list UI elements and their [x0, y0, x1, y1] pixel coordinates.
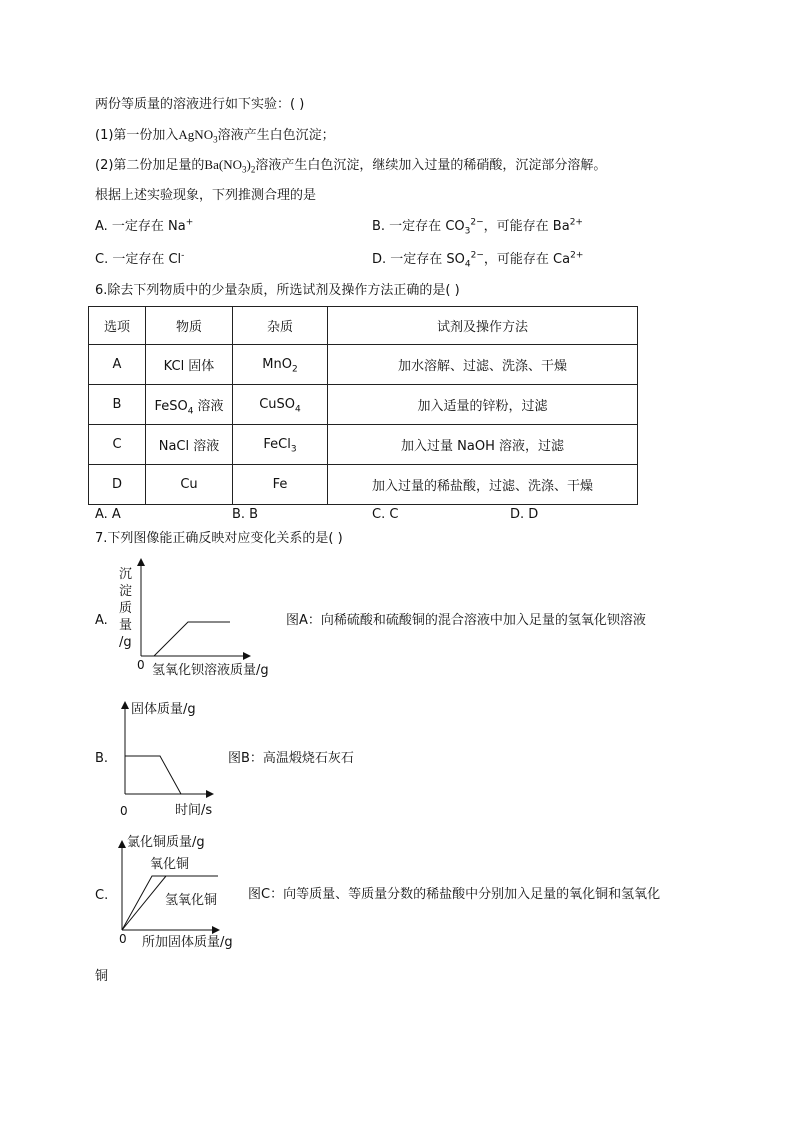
graph-a-ylabel-char: 淀	[119, 584, 133, 599]
impurity-subscript: 2	[291, 364, 298, 375]
formula-agno3: AgNO$_3$	[178, 127, 218, 145]
q5-lead: 根据上述实验现象，下列推测合理的是	[95, 188, 317, 203]
q5-option-d-text2: ，可能存在 Ca	[483, 252, 571, 267]
q5-step2	[95, 156, 606, 175]
graph-a-ylabel	[119, 566, 137, 651]
graph-a-x-arrow	[243, 652, 251, 660]
cell-method: 加入过量 NaOH 溶液，过滤	[328, 425, 638, 465]
graph-b-x-arrow	[206, 790, 214, 798]
q5-option-a[interactable]: A. 一定存在 Na+	[95, 217, 194, 234]
substance-suffix: 溶液	[193, 399, 224, 414]
cell-impurity: Fe	[233, 465, 328, 505]
table-row	[89, 465, 638, 505]
cell-substance: NaCl 溶液	[146, 425, 233, 465]
impurity-subscript: 3	[290, 444, 297, 455]
q7-question: 7.下列图像能正确反映对应变化关系的是( )	[95, 531, 343, 546]
q5-step1-a: (1)第一份加入	[95, 128, 179, 143]
graph-c-curve-copper-hydroxide	[122, 876, 166, 930]
graph-b-y-arrow	[121, 701, 129, 709]
impurity-formula: CuSO	[259, 397, 296, 412]
q5-option-b-text2: ，可能存在 Ba	[483, 219, 570, 234]
q5-option-a-text: A. 一定存在 Na	[95, 219, 186, 234]
graph-a-xlabel: 氢氧化钡溶液质量/g	[152, 663, 269, 678]
table-row	[89, 345, 638, 385]
q5-option-d[interactable]: D. 一定存在 $SO_4^{2-}$，可能存在 $Ca^{2+}$	[372, 250, 584, 270]
q5-option-c-text: C. 一定存在 Cl	[95, 252, 182, 267]
graph-b-ylabel: 固体质量/g	[131, 702, 196, 717]
graph-a-ylabel-char: 沉	[119, 567, 133, 582]
q5-option-b[interactable]: B. 一定存在 $CO_3^{2-}$，可能存在 $Ba^{2+}$	[372, 217, 583, 237]
graph-a-curve	[154, 622, 230, 656]
graph-c-letter[interactable]: C.	[95, 888, 109, 903]
graph-a-caption: 图A：向稀硫酸和硫酸铜的混合溶液中加入足量的氢氧化钡溶液	[286, 613, 646, 628]
table-header-row	[89, 307, 638, 345]
cell-impurity	[233, 425, 328, 465]
graph-a-ylabel-char: 质	[119, 601, 133, 616]
graph-a-y-arrow	[137, 558, 145, 566]
cell-substance: Cu	[146, 465, 233, 505]
cell-substance: KCl 固体	[146, 345, 233, 385]
q5-step1	[95, 126, 335, 145]
header-cell: 选项	[89, 307, 146, 345]
graph-a-ylabel-char: 量	[119, 618, 133, 633]
q5-option-d-text: D. 一定存在 SO	[372, 252, 465, 267]
q5-option-c[interactable]: C. 一定存在 Cl-	[95, 250, 185, 267]
graph-c-line1-label: 氧化铜	[150, 857, 190, 872]
graph-c-y-arrow	[118, 840, 126, 848]
substance-formula: FeSO	[154, 399, 188, 414]
graph-b-xlabel: 时间/s	[175, 803, 213, 818]
cell-method: 加入过量的稀盐酸，过滤、洗涤、干燥	[328, 465, 638, 505]
q5-intro: 两份等质量的溶液进行如下实验：( )	[95, 97, 305, 112]
graph-c-origin: 0	[119, 932, 127, 946]
q5-option-b-text: B. 一定存在 CO	[372, 219, 465, 234]
cell-method: 加水溶解、过滤、洗涤、干燥	[328, 345, 638, 385]
q5-step2-a: (2)第二份加足量的	[95, 158, 205, 173]
q5-step1-b: 溶液产生白色沉淀；	[217, 128, 335, 143]
graph-c-xlabel: 所加固体质量/g	[142, 935, 233, 950]
q6-answer-a[interactable]: A. A	[95, 507, 121, 522]
graph-b-origin: 0	[120, 804, 128, 818]
graph-a-origin: 0	[137, 658, 145, 672]
graph-b-letter[interactable]: B.	[95, 751, 109, 766]
cell-option: C	[89, 425, 146, 465]
graph-b-caption: 图B：高温煅烧石灰石	[228, 751, 354, 766]
header-cell: 杂质	[233, 307, 328, 345]
cell-impurity	[233, 345, 328, 385]
q5-step2-b: 溶液产生白色沉淀，继续加入过量的稀硝酸，沉淀部分溶解。	[255, 158, 607, 173]
cell-option: B	[89, 385, 146, 425]
graph-c-ylabel: 氯化铜质量/g	[127, 835, 205, 850]
graph-a-ylabel-char: /g	[119, 635, 132, 650]
impurity-subscript: 4	[295, 404, 301, 415]
graph-c-line2-label: 氢氧化铜	[165, 893, 218, 908]
graph-c-caption-cont: 铜	[95, 969, 109, 984]
formula-ba-no3-2: $Ba(NO_3)_2$	[204, 157, 256, 175]
impurity-formula: MnO	[262, 357, 292, 372]
q6-answer-b[interactable]: B. B	[232, 507, 259, 522]
cell-option: A	[89, 345, 146, 385]
substance-subscript: 4	[187, 406, 194, 417]
graph-c-caption: 图C：向等质量、等质量分数的稀盐酸中分别加入足量的氧化铜和氢氧化	[248, 887, 661, 902]
cell-impurity	[233, 385, 328, 425]
impurity-formula: FeCl	[263, 437, 291, 452]
cell-substance	[146, 385, 233, 425]
table-row	[89, 385, 638, 425]
q6-answer-d[interactable]: D. D	[510, 507, 539, 522]
table-row	[89, 425, 638, 465]
q6-table	[88, 306, 638, 505]
header-cell: 试剂及操作方法	[328, 307, 638, 345]
q6-question: 6.除去下列物质中的少量杂质，所选试剂及操作方法正确的是( )	[95, 283, 460, 298]
q6-answer-c[interactable]: C. C	[372, 507, 399, 522]
graph-b-curve	[125, 756, 181, 794]
cell-option: D	[89, 465, 146, 505]
header-cell: 物质	[146, 307, 233, 345]
graph-c-x-arrow	[212, 926, 220, 934]
graph-a-letter[interactable]: A.	[95, 613, 108, 628]
cell-method: 加入适量的锌粉，过滤	[328, 385, 638, 425]
